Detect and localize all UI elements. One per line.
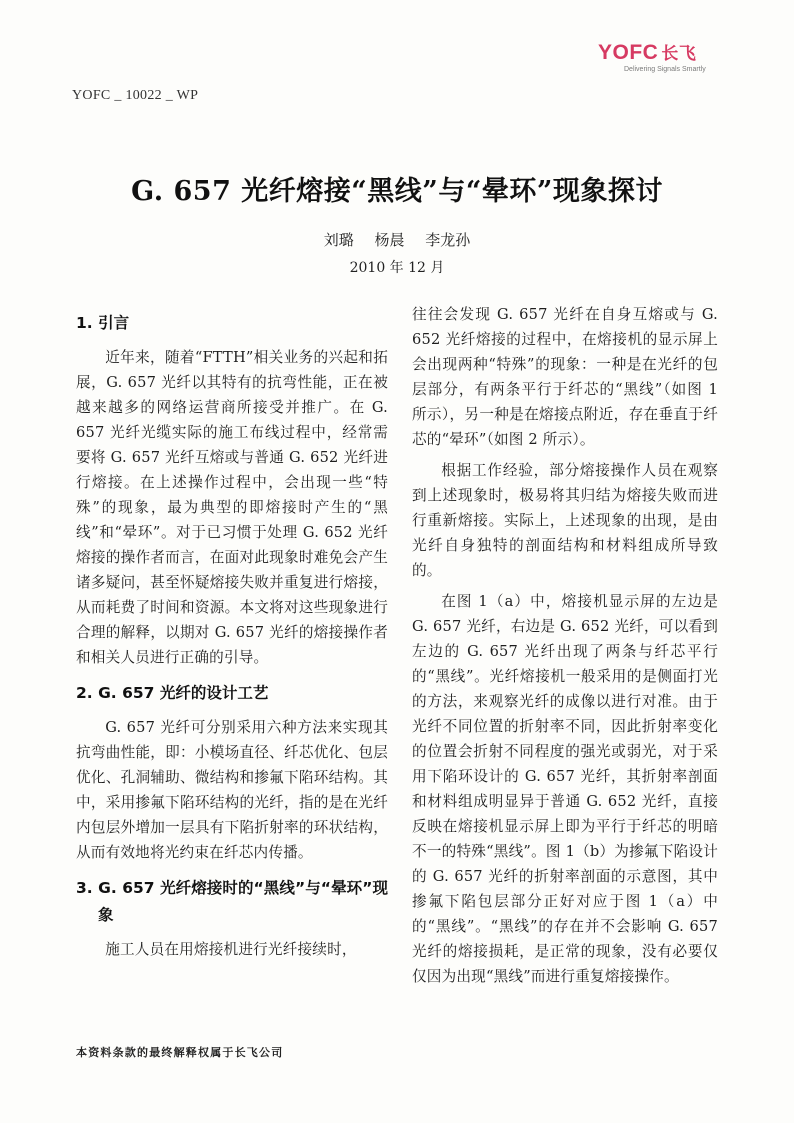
paragraph: 根据工作经验，部分熔接操作人员在观察到上述现象时，极易将其归结为熔接失败而进行重新熔接。实际上，上述现象的出现，是由光纤自身独特的剖面结构和材料组成所导致的。 <box>412 462 718 579</box>
paper-title: G. 657 光纤熔接“黑线”与“晕环”现象探讨 <box>131 176 663 207</box>
section-heading-introduction: 1. 引言 <box>76 314 130 332</box>
section-heading-phenomena: 3. G. 657 光纤熔接时的“黑线”与“晕环”现象 <box>76 879 388 924</box>
yofc-logo <box>598 42 720 76</box>
paragraph-continued: 往往会发现 G. 657 光纤在自身互熔或与 G. 652 光纤熔接的过程中，在熔接机的显示屏上会出现两种“特殊”的现象：一种是在光纤的包层部分，有两条平行于纤芯的“黑线”（如图 1 所示），另一种是在熔接点附近，存在垂直于纤芯的“晕环”（如图 2 所示）。 <box>412 306 718 448</box>
right-column <box>412 302 718 995</box>
logo-wordmark <box>598 42 720 65</box>
logo-cn-text: 长飞 <box>661 44 697 64</box>
author-list <box>0 230 794 250</box>
paragraph: 在图 1（a）中，熔接机显示屏的左边是 G. 657 光纤，右边是 G. 652 光纤，可以看到左边的 G. 657 光纤出现了两条与纤芯平行的“黑线”。光纤熔接机一般采用的是侧面打光的方法，来观察光纤的成像以进行对准。由于光纤不同位置的折射率不同，因此折射率变化的位置会折射不同程度的强光或弱光，对于采用下陷环设计的 G. 657 光纤，其折射率剖面和材料组成明显异于普通 G. 652 光纤，直接反映在熔接机显示屏上即为平行于纤芯的明暗不一的特殊“黑线”。图 1（b）为掺氟下陷设计的 G. 657 光纤的折射率剖面的示意图，其中掺氟下陷包层部分正好对应于图 1（a）中的“黑线”。“黑线”的存在并不会影响 G. 657 光纤的熔接损耗，是正常的现象，没有必要仅仅因为出现“黑线”而进行重复熔接操作。 <box>412 593 718 985</box>
paragraph: G. 657 光纤可分别采用六种方法来实现其抗弯曲性能，即：小模场直径、纤芯优化、包层优化、孔洞辅助、微结构和掺氟下陷环结构。其中，采用掺氟下陷环结构的光纤，指的是在光纤内包层外增加一层具有下陷折射率的环状结构，从而有效地将光约束在纤芯内传播。 <box>76 719 388 861</box>
paragraph: 近年来，随着“FTTH”相关业务的兴起和拓展，G. 657 光纤以其特有的抗弯性能，正在被越来越多的网络运营商所接受并推广。在 G. 657 光纤光缆实际的施工布线过程中，经常需要将 G. 657 光纤互熔或与普通 G. 652 光纤进行熔接。在上述操作过程中，会出现一些“特殊”的现象，最为典型的即熔接时产生的“黑线”和“晕环”。对于已习惯于处理 G. 652 光纤熔接的操作者而言，在面对此现象时难免会产生诸多疑问，甚至怀疑熔接失败并重复进行熔接，从而耗费了时间和资源。本文将对这些现象进行合理的解释，以期对 G. 657 光纤的熔接操作者和相关人员进行正确的引导。 <box>76 349 388 666</box>
left-column <box>76 302 388 968</box>
section-heading-design: 2. G. 657 光纤的设计工艺 <box>76 684 269 702</box>
author-name: 李龙孙 <box>425 231 471 249</box>
logo-tagline: Delivering Signals Smartly <box>624 66 706 73</box>
footer-disclaimer: 本资料条款的最终解释权属于长飞公司 <box>76 1046 284 1059</box>
paragraph: 施工人员在用熔接机进行光纤接续时， <box>105 941 357 958</box>
publication-date: 2010 年 12 月 <box>349 260 445 276</box>
author-name: 杨晨 <box>374 231 405 249</box>
logo-mark-text: YOFC <box>598 41 659 64</box>
author-name: 刘璐 <box>323 231 354 249</box>
document-id: YOFC _ 10022 _ WP <box>72 88 199 103</box>
